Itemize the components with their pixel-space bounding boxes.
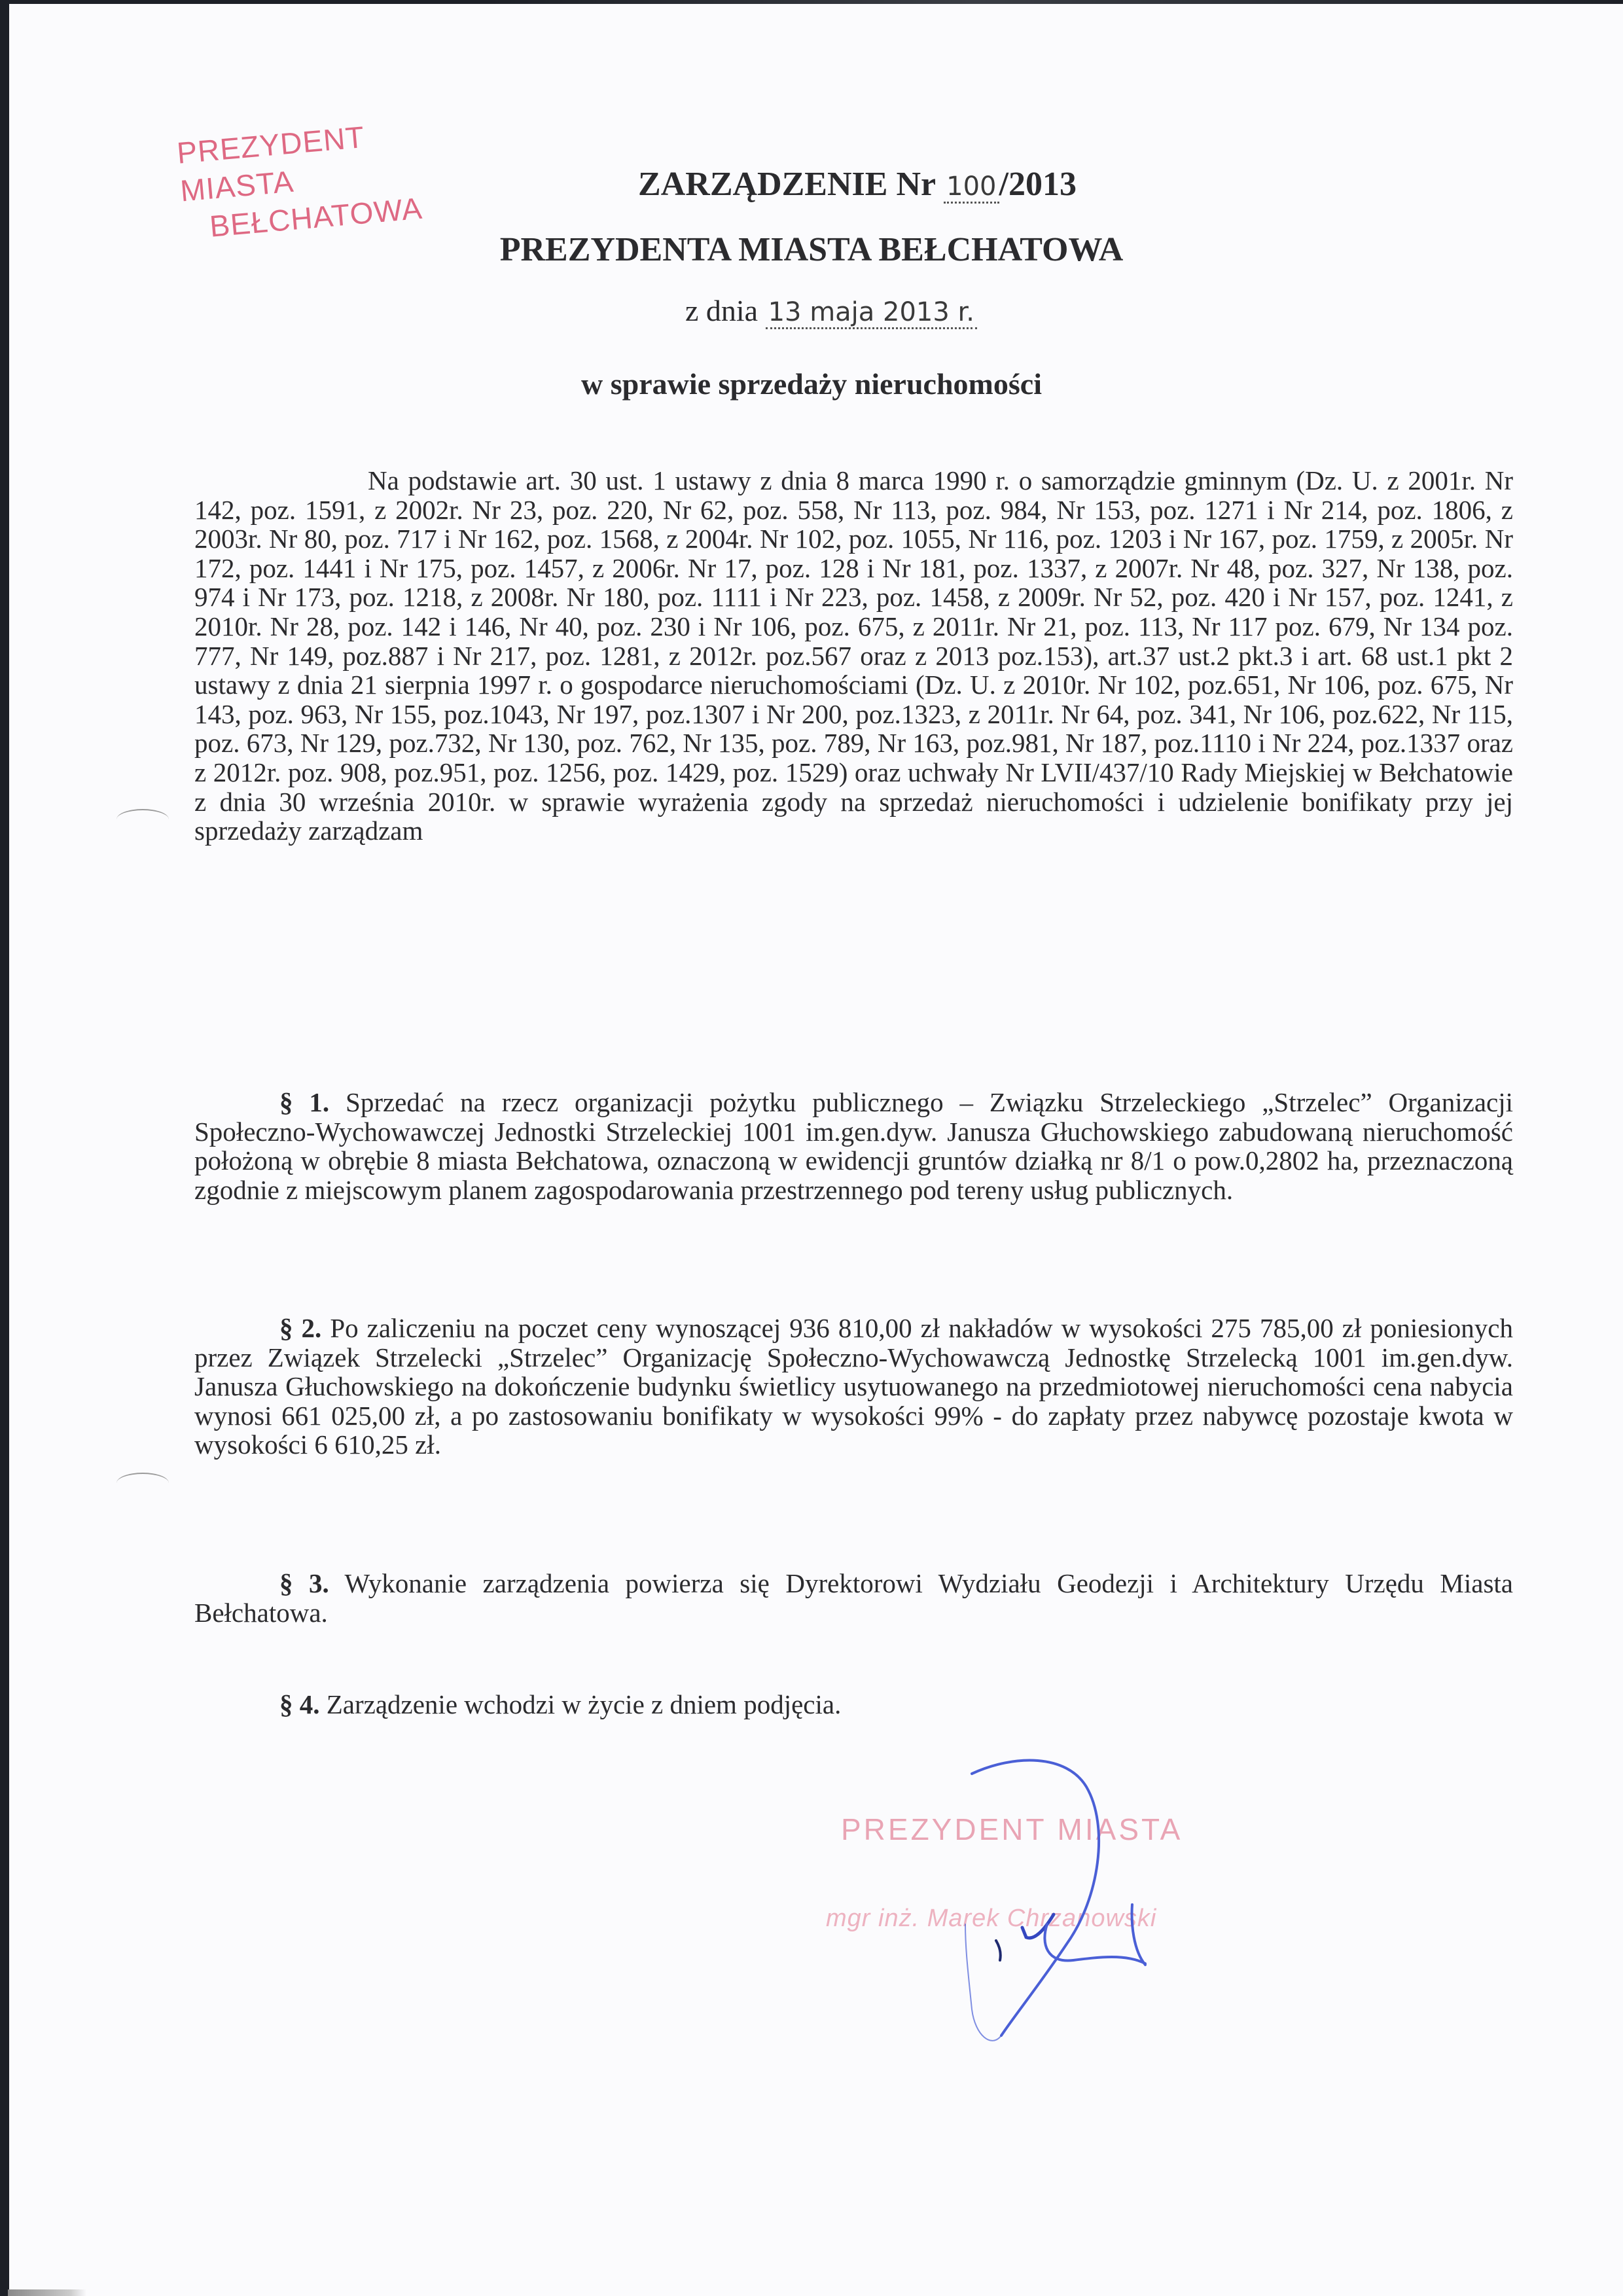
preamble: Na podstawie art. 30 ust. 1 ustawy z dnia 8 marca 1990 r. o samorządzie gminnym (Dz. U. z 2001r. Nr 142, poz. 1591, z 2002r. Nr 23, poz. 220, Nr 62, poz. 558, Nr 113, poz. 984, Nr 153, poz. 1271 i Nr 214, poz. 1806, z 2003r. Nr 80, poz. 717 i Nr 162, poz. 1568, z 2004r. Nr 102, poz. 1055, Nr 116, poz. 1203 i Nr 167, poz. 1759, z 2005r. Nr 172, poz. 1441 i Nr 175, poz. 1457, z 2006r. Nr 17, poz. 128 i Nr 181, poz. 1337, z 2007r. Nr 48, poz. 327, Nr 138, poz. 974 i Nr 173, poz. 1218, z 2008r. Nr 180, poz. 1111 i Nr 223, poz. 1458, z 2009r. Nr 52, poz. 420 i Nr 157, poz. 1241, z 2010r. Nr 28, poz. 142 i 146, Nr 40, poz. 230 i Nr 106, poz. 675, z 2011r. Nr 21, poz. 113, Nr 117 poz. 679, Nr 134 poz. 777, Nr 149, poz.887 i Nr 217, poz. 1281, z 2012r. poz.567 oraz z 2013 poz.153), art.37 ust.2 pkt.3 i art. 68 ust.1 pkt 2 ustawy z dnia 21 sierpnia 1997 r. o gospodarce nieruchomościami (Dz. U. z 2010r. Nr 102, poz.651, Nr 106, poz. 675, Nr 143, poz. 963, Nr 155, poz.1043, Nr 197, poz.1307 i Nr 200, poz.1323, z 2011r. Nr 64, poz. 341, Nr 106, poz.622, Nr 115, poz. 673, Nr 129, poz.732, Nr 130, poz. 762, Nr 135, poz. 789, Nr 163, poz.981, Nr 187, poz.1110 i Nr 224, poz.1337 oraz z 2012r. poz. 908, poz.951, poz. 1256, poz. 1429, poz. 1529) oraz uchwały Nr LVII/437/10 Rady Miejskiej w Bełchatowie z dnia 30 września 2010r. w sprawie wyrażenia zgody na sprzedaż nieruchomości i udzielenie bonifikaty przy jej sprzedaży zarządzam [194, 465, 1513, 846]
paragraph-4 [194, 1690, 1513, 1719]
paragraph-text: Sprzedać na rzecz organizacji pożytku publicznego – Związku Strzeleckiego „Strzelec” Organizacji Społeczno-Wychowawczej Jednostki Strzeleckiej 1001 im.gen.dyw. Janusza Głuchowskiego zabudowaną nieruchomość położoną w obrębie 8 miasta Bełchatowa, oznaczoną w ewidencji gruntów działką nr 8/1 o pow.0,2802 ha, przeznaczoną zgodnie z miejscowym planem zagospodarowania przestrzennego pod tereny usług publicznych. [194, 1087, 1514, 1205]
document-title [0, 165, 1623, 204]
document-issuer: PREZYDENTA MIASTA BEŁCHATOWA [499, 231, 1124, 268]
section-mark: § 2. [279, 1313, 322, 1343]
scan-edge-left [0, 0, 9, 2296]
punch-hole-mark [116, 1473, 169, 1494]
scan-edge-top [0, 0, 1623, 4]
title-prefix: ZARZĄDZENIE Nr [638, 166, 944, 203]
paragraph-text: Zarządzenie wchodzi w życie z dniem podjęcia. [319, 1689, 842, 1719]
date-prefix: z dnia [685, 294, 766, 327]
scan-edge-bottom [8, 2289, 86, 2296]
paragraph-text: Wykonanie zarządzenia powierza się Dyrektorowi Wydziału Geodezji i Architektury Urzędu Miasta Bełchatowa. [194, 1568, 1514, 1628]
handwritten-signature-icon [851, 1728, 1243, 2042]
section-mark: § 4. [279, 1689, 320, 1719]
paragraph-2 [194, 1314, 1513, 1460]
title-suffix: /2013 [999, 166, 1077, 203]
section-mark: § 3. [279, 1568, 329, 1598]
section-mark: § 1. [279, 1087, 330, 1117]
punch-hole-mark [116, 809, 169, 830]
paragraph-3 [194, 1569, 1513, 1627]
document-date [0, 293, 1623, 328]
signature-stamp-title: PREZYDENT MIASTA [841, 1812, 1183, 1846]
stamp-line-2: BEŁCHATOWA [208, 190, 424, 243]
ordinance-number: 100 [944, 171, 999, 204]
signature-stamp-name: mgr inż. Marek Chrzanowski [826, 1905, 1157, 1932]
paragraph-1 [194, 1088, 1513, 1204]
stamp-line-1: PREZYDENT MIASTA [175, 119, 366, 208]
date-handwritten: 13 maja 2013 r. [766, 297, 977, 329]
document-subject: w sprawie sprzedaży nieruchomości [581, 367, 1042, 401]
paragraph-text: Po zaliczeniu na poczet ceny wynoszącej 936 810,00 zł nakładów w wysokości 275 785,00 zł poniesionych przez Związek Strzelecki „Strzelec” Organizację Społeczno-Wychowawczą Jednostkę Strzelecką 1001 im.gen.dyw. Janusza Głuchowskiego na dokończenie budynku świetlicy usytuowanego na przedmiotowej nieruchomości cena nabycia wynosi 661 025,00 zł, a po zastosowaniu bonifikaty w wysokości 99% - do zapłaty przez nabywcę pozostaje kwota w wysokości 6 610,25 zł. [194, 1313, 1513, 1460]
